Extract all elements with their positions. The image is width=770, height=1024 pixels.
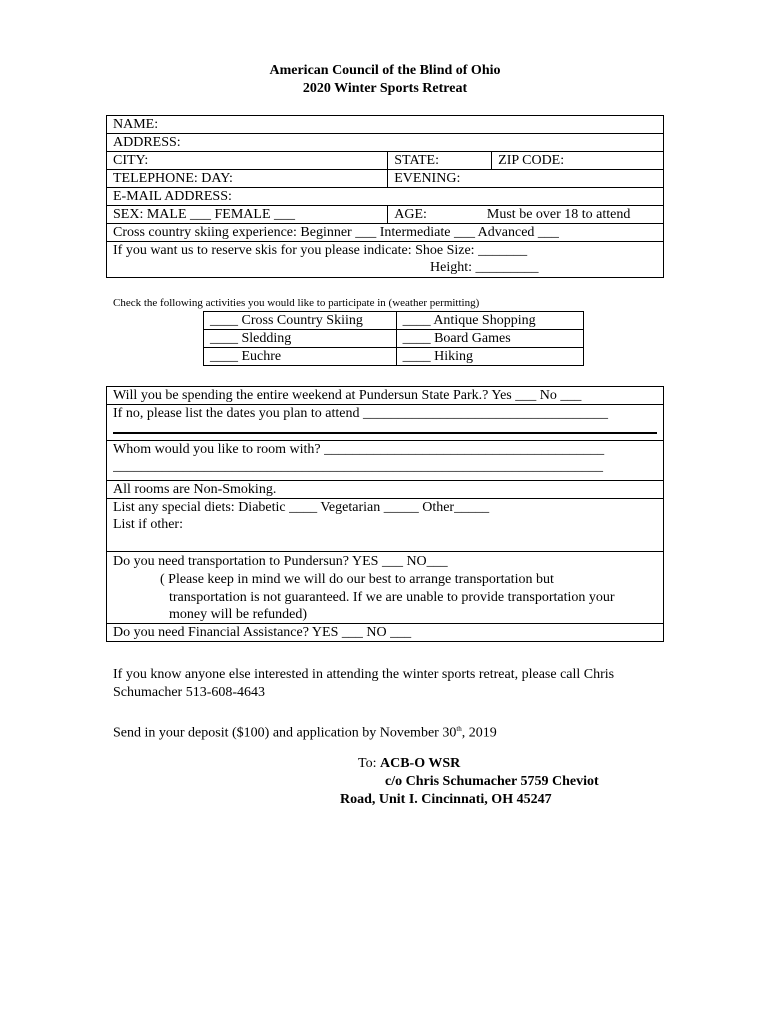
activity-board-games[interactable]: ____ Board Games [396,330,583,348]
form-org-title: American Council of the Blind of Ohio [269,63,501,78]
activity-sledding[interactable]: ____ Sledding [204,330,397,348]
transport-note-3: money will be refunded) [169,607,308,622]
evening-field[interactable]: EVENING: [388,170,664,188]
questions-table [106,386,664,642]
age-note: Must be over 18 to attend [486,207,631,222]
roommate-line: ______________________________________________________________________ [113,459,603,474]
transport-question[interactable] [107,552,664,624]
activity-euchre[interactable]: ____ Euchre [204,348,397,366]
name-field[interactable]: NAME: [107,116,664,134]
form-event-title: 2020 Winter Sports Retreat [302,81,468,96]
mail-to-label: To: [358,756,380,771]
shoe-size-line: If you want us to reserve skis for you please indicate: Shoe Size: _______ [113,243,528,258]
activities-table [203,311,584,366]
roommate-question[interactable] [107,441,664,481]
age-label: AGE: [394,207,427,222]
mail-to-name: ACB-O WSR [379,756,461,771]
mail-address-2: Road, Unit I. Cincinnati, OH 45247 [340,792,552,807]
activity-hiking[interactable]: ____ Hiking [396,348,583,366]
sex-field[interactable]: SEX: MALE ___ FEMALE ___ [107,206,388,224]
activities-intro: Check the following activities you would like to participate in (weather permitting) [113,297,480,309]
diets-other-label: List if other: [113,517,183,532]
mail-address-1: c/o Chris Schumacher 5759 Cheviot [385,774,599,789]
ski-reservation-field[interactable] [107,242,664,278]
deposit-line [113,720,497,743]
state-field[interactable]: STATE: [388,152,492,170]
diets-label: List any special diets: Diabetic ____ Vegetarian _____ Other_____ [113,500,490,515]
transport-note-1: ( Please keep in mind we will do our best to arrange transportation but [160,572,554,587]
nonsmoking-note: All rooms are Non-Smoking. [107,481,664,499]
email-field[interactable]: E-MAIL ADDRESS: [107,188,664,206]
dates-line [113,424,657,434]
weekend-question[interactable]: Will you be spending the entire weekend at Pundersun State Park.? Yes ___ No ___ [107,387,664,405]
mail-to-line [358,755,460,773]
ski-experience-field[interactable]: Cross country skiing experience: Beginner ___ Intermediate ___ Advanced ___ [107,224,664,242]
contact-line-2: Schumacher 513-608-4643 [113,685,266,700]
city-field[interactable]: CITY: [107,152,388,170]
dates-question[interactable] [107,405,664,441]
transport-label: Do you need transportation to Pundersun? YES ___ NO___ [113,554,448,569]
zip-field[interactable]: ZIP CODE: [492,152,664,170]
activity-cross-country-skiing[interactable]: ____ Cross Country Skiing [204,312,397,330]
contact-line-1: If you know anyone else interested in attending the winter sports retreat, please call Chris [113,667,615,682]
deposit-sup: th [456,725,462,733]
address-field[interactable]: ADDRESS: [107,134,664,152]
personal-info-table [106,115,664,278]
diets-question[interactable] [107,499,664,552]
financial-question[interactable]: Do you need Financial Assistance? YES ___ NO ___ [107,624,664,642]
activity-antique-shopping[interactable]: ____ Antique Shopping [396,312,583,330]
transport-note-2: transportation is not guaranteed. If we are unable to provide transportation your [169,590,615,605]
dates-label: If no, please list the dates you plan to attend ___________________________________ [113,406,608,421]
height-line: Height: _________ [430,260,539,275]
roommate-label: Whom would you like to room with? ________________________________________ [113,442,605,457]
deposit-text: Send in your deposit ($100) and application by November 30 [113,725,457,741]
age-field[interactable] [388,206,664,224]
telephone-day-field[interactable]: TELEPHONE: DAY: [107,170,388,188]
deposit-year: , 2019 [461,725,497,741]
